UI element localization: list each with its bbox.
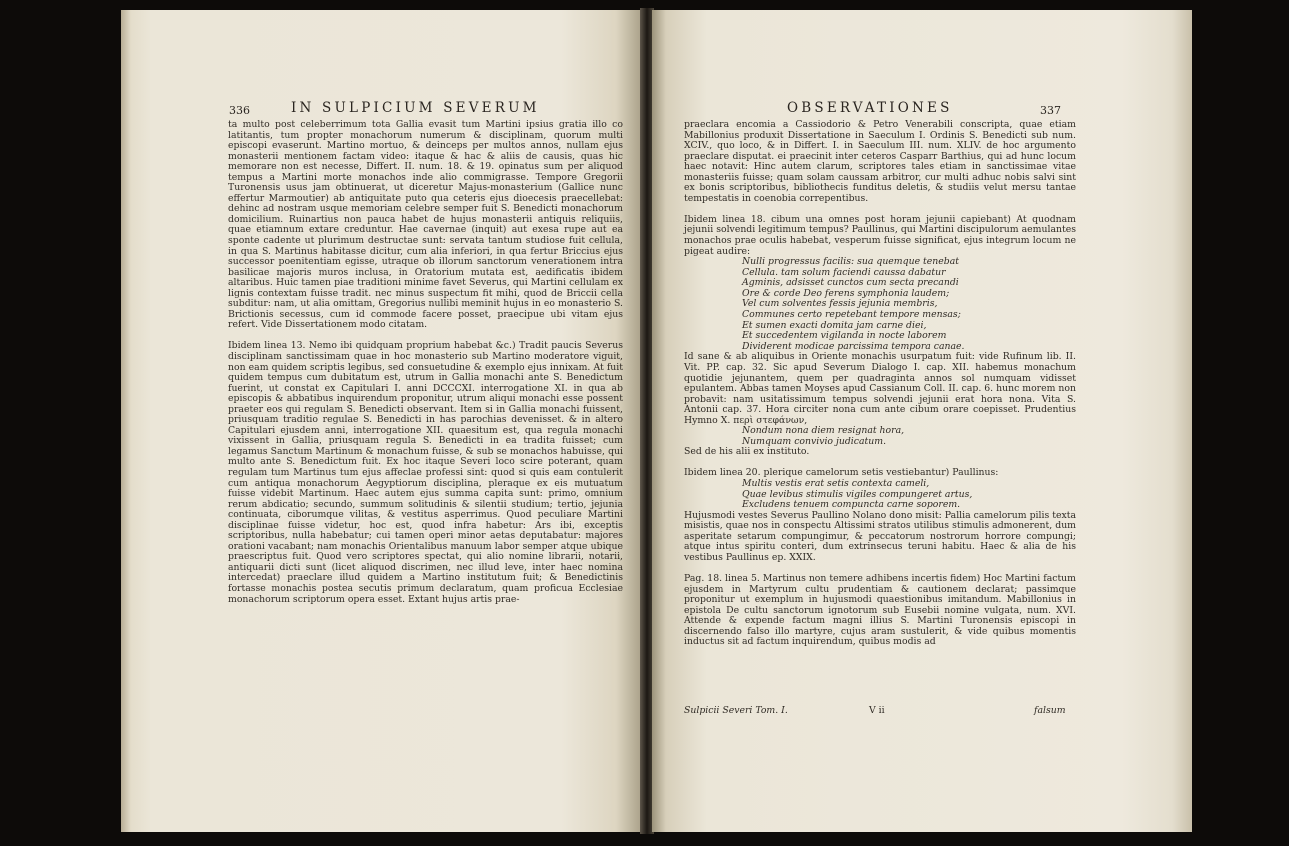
verse-line: Agminis, adsisset cunctos cum secta precandi bbox=[742, 277, 959, 289]
catchword: falsum bbox=[1034, 705, 1066, 716]
verse-line: Multis vestis erat setis contexta cameli, bbox=[742, 478, 930, 490]
right-paragraph-3: Id sane & ab aliquibus in Oriente monachis usurpatum fuit: vide Rufinum lib. II. Vit. PP. cap. 32. Sic apud Severum Dialogo I. cap. XII. habemus monachum quotidie jejunantem, quem per quadraginta annos sol numquam vidisset epulantem. Abbas tamen Moyses apud Cassianum Coll. II. cap. 6. hunc morem non probavit: nam usitatissimum tempus solvendi jejunii erat hora nona. Vita S. Antonii cap. 37. Hora circiter nona cum ante cibum orare coepisset. Prudentius Hymno X. περὶ στεφάνων, bbox=[684, 351, 1076, 426]
right-running-header: OBSERVATIONES bbox=[787, 100, 953, 116]
footer-title: Sulpicii Severi Tom. I. bbox=[684, 705, 788, 716]
left-page-number: 336 bbox=[229, 104, 250, 117]
verse-paullinus-1 bbox=[742, 257, 1076, 352]
left-running-header: IN SULPICIUM SEVERUM bbox=[291, 100, 540, 116]
right-paragraph-2: Ibidem linea 18. cibum una omnes post horam jejunii capiebant) At quodnam jejunii solvendi legitimum tempus? Paullinus, qui Martini discipulorum aemulantes monachos prae oculis habebat, vesperum fuisse significat, ejus integrum locum ne pigeat audire: bbox=[684, 213, 1076, 257]
verse-line: Vel cum solventes fessis jejunia membris, bbox=[742, 298, 938, 310]
right-paragraph-3b: Sed de his alii ex instituto. bbox=[684, 446, 810, 458]
verse-line: Dividerent modicae parcissima tempora canae. bbox=[742, 340, 965, 352]
page-footer bbox=[684, 705, 1076, 716]
verse-line: Communes certo repetebant tempore mensas; bbox=[742, 309, 961, 321]
left-page-body bbox=[228, 120, 623, 616]
verse-line: Numquam convivio judicatum. bbox=[742, 435, 887, 447]
signature-mark: V ii bbox=[869, 705, 885, 716]
left-paragraph-2: Ibidem linea 13. Nemo ibi quidquam proprium habebat &c.) Tradit paucis Severus disciplinam sanctissimam quae in hoc monasterio sub Martino moderatore viguit, non eam quidem scriptis legibus, sed consuetudine & exemplo ejus innixam. At fuit quidem tempus cum dubitatum est, utrum in Gallia monachi ante S. Benedictum fuerint, ut constat ex Capitulari I. anni DCCCXI. interrogatione XI. in qua ab episcopis & abbatibus inquirendum proponitur, utrum aliqui monachi esse possent praeter eos qui regulam S. Benedicti observant. Item si in Gallia monachi fuissent, priusquam traditio regulae S. Benedicti in has parochias devenisset. & in altero Capitulari ejusdem anni, interrogatione XII. quaesitum est, qua regula monachi vixissent in Gallia, priusquam regula S. Benedicti in ea tradita fuisset; cum legamus Sanctum Martinum & monachum fuisse, & sub se monachos habuisse, qui multo ante S. Benedictum fuit. Ex hoc itaque Severi loco scire poterant, quam regulam tum Martinus tum ejus affeclae professi sint: quod si quis eam contulerit cum antiqua monachorum Aegyptiorum disciplina, pleraque ex eis mutuatum fuisse videbit Martinum. Haec autem ejus summa capita sunt: primo, omnium rerum abdicatio; secundo, summum solitudinis & silentii studium; tertio, jejunia continuata, ciborumque vilitas, & vestitus asperrimus. Quod peculiare Martini disciplinae fuisse videtur, hoc est, quod infra habetur: Ars ibi, exceptis scriptoribus, nulla habebatur; cui tamen operi minor aetas deputabatur: majores orationi vacabant; nam monachis Orientalibus manuum labor semper atque ubique praescriptus fuit. Quod vero scriptores spectat, qui alio nomine librarii, notarii, antiquarii dicti sunt (licet aliquod discrimen, nec illud leve, inter haec nomina intercedat) praeclare illud quidem a Martino institutum fuit; & Benedictinis fortasse monachis postea secutis primum declaratum, quam proficua Ecclesiae monachorum scriptorum opera esset. Extant hujus artis prae- bbox=[228, 340, 623, 605]
verse-line: Nulli progressus facilis: sua quemque tenebat bbox=[742, 256, 959, 268]
verse-paullinus-2 bbox=[742, 479, 1076, 511]
left-page bbox=[121, 10, 642, 832]
right-paragraph-4: Ibidem linea 20. plerique camelorum setis vestiebantur) Paullinus: bbox=[684, 467, 999, 479]
verse-line: Et succedentem vigilanda in nocte laborem bbox=[742, 330, 947, 342]
verse-line: Et sumen exacti domita jam carne diei, bbox=[742, 319, 927, 331]
verse-line: Excludens tenuem compuncta carne soporem. bbox=[742, 499, 961, 511]
verse-line: Ore & corde Deo ferens symphonia laudem; bbox=[742, 287, 950, 299]
left-paragraph-1: ta multo post celeberrimum tota Gallia evasit tum Martini ipsius gratia illo co latitantis, tum propter monachorum numerum & disciplinam, quorum multi episcopi evaserunt. Martino mortuo, & deinceps per multos annos, nullam ejus monasterii mentionem factam video: itaque & hac & aliis de causis, quas hic memorare non est necesse, Differt. II. num. 18. & 19. opinatus sum per aliquod tempus a Martini morte monachos inde alio commigrasse. Tempore Gregorii Turonensis usus jam obtinuerat, ut diceretur Majus-monasterium (Gallice nunc effertur Marmoutier) ab antiquitate puto qua ceteris ejus dioecesis praecellebat: dehinc ad nostram usque memoriam celebre semper fuit S. Benedicti monachorum domicilium. Ruinartius non pauca habet de hujus monasterii antiquis reliquiis, quae etiamnum extare creduntur. Hae cavernae (inquit) aut exesa rupe aut ea sponte cadente ut plurimum destructae sunt: servata tantum studiose fuit cellula, in qua S. Martinus habitasse dicitur, cum alia inferiori, in qua fertur Briccius ejus successor poenitentiam egisse, utraque ob illorum sanctorum venerationem intra basilicae majoris muros inclusa, in Oratorium mutata est, aedificatis ibidem altaribus. Huic tamen piae traditioni minime favet Severus, qui Martini cellulam ex lignis contextam fuisse tradit. nec minus suspectum fit mihi, quod de Briccii cella subditur: nam, ut alia omittam, Gregorius nullibi meminit hujus in eo monasterio S. Brictionis secessus, cum id commode facere posset, praecipue ubi vitam ejus refert. Vide Dissertationem modo citatam. bbox=[228, 119, 623, 331]
right-page bbox=[652, 10, 1192, 832]
verse-line: Nondum nona diem resignat hora, bbox=[742, 425, 905, 437]
right-paragraph-1: praeclara encomia a Cassiodorio & Petro Venerabili conscripta, quae etiam Mabillonius produxit Dissertatione in Saeculum I. Ordinis S. Benedicti sub num. XCIV., quo loco, & in Differt. I. in Saeculum III. num. XLIV. de hoc argumento praeclare disputat. ei praecinit inter ceteros Casparr Barthius, qui ad hunc locum haec notavit: Hinc autem clarum, scriptores tales etiam in sanctissimae vitae monasteriis fuisse; quam solam caussam arbitror, cur multi adhuc nobis salvi sint ex bonis scriptoribus, bibliothecis funditus deletis, & studiis velut mersu tantae tempestatis in coenobia correpentibus. bbox=[684, 119, 1076, 204]
verse-line: Cellula. tam solum faciendi caussa dabatur bbox=[742, 266, 946, 278]
right-paragraph-5: Pag. 18. linea 5. Martinus non temere adhibens incertis fidem) Hoc Martini factum ejusdem in Martyrum cultu prudentiam & cautionem declarat; passimque proponitur ut exemplum in hujusmodi quaestionibus imitandum. Mabillonius in epistola De cultu sanctorum ignotorum sub Eusebii nomine vulgata, num. XVI. Attende & expende factum magni illius S. Martini Turonensis episcopi in discernendo falso illo martyre, cujus aram sustulerit, & vide quibus momentis inductus sit ad factum inquirendum, quibus modis ad bbox=[684, 573, 1076, 648]
verse-line: Quae levibus stimulis vigiles compungeret artus, bbox=[742, 488, 973, 500]
right-paragraph-4b: Hujusmodi vestes Severus Paullino Nolano dono misit: Pallia camelorum pilis texta misistis, quae nos in conspectu Altissimi stratos utilibus stimulis admonerent, dum asperitate setarum compungimur, & peccatorum nostrorum horrore compungi; atque intus spiritu conteri, dum extrinsecus teruni habitu. Haec & alia de his vestibus Paullinus ep. XXIX. bbox=[684, 509, 1076, 563]
verse-prudentius bbox=[742, 426, 1076, 447]
right-page-number: 337 bbox=[1040, 104, 1061, 117]
right-page-body bbox=[684, 120, 1076, 648]
